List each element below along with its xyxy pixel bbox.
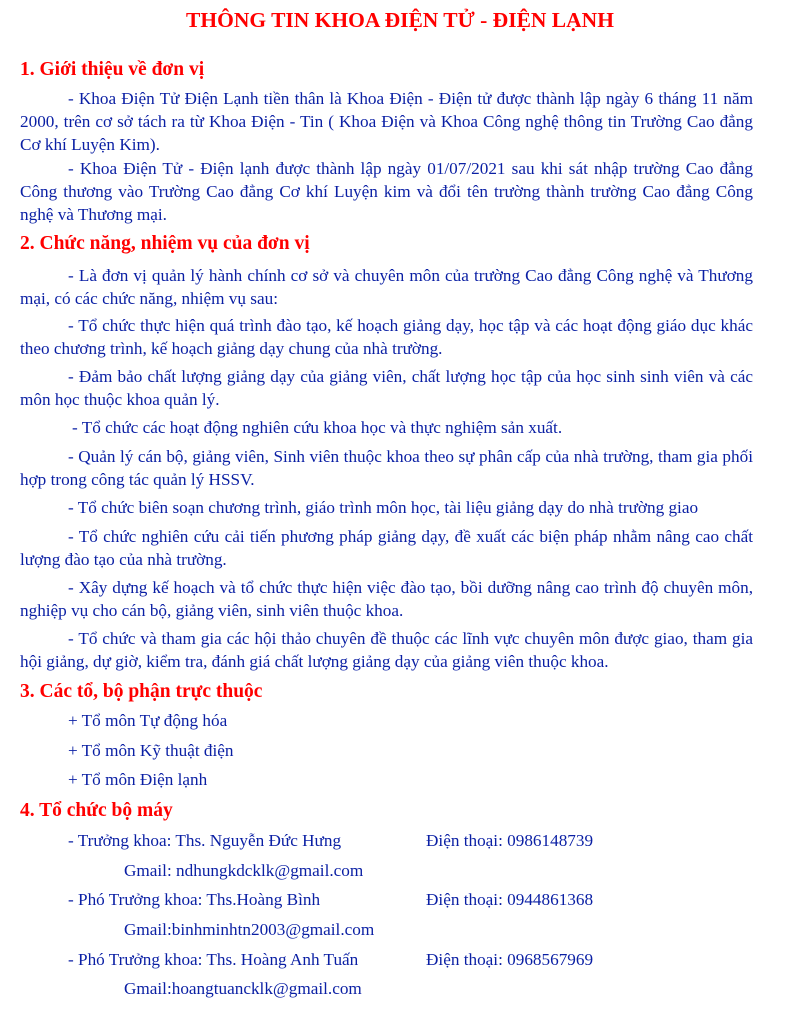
section-heading-departments: 3. Các tổ, bộ phận trực thuộc	[20, 681, 263, 702]
staff-email: Gmail: ndhungkdcklk@gmail.com	[124, 861, 364, 880]
paragraph: - Đảm bảo chất lượng giảng dạy của giảng viên, chất lượng học tập của học sinh sinh viên và các môn học thuộc khoa quản lý.	[20, 367, 753, 409]
section-heading-functions: 2. Chức năng, nhiệm vụ của đơn vị	[20, 233, 310, 254]
page-title: THÔNG TIN KHOA ĐIỆN TỬ - ĐIỆN LẠNH	[186, 8, 614, 32]
paragraph: - Quản lý cán bộ, giảng viên, Sinh viên thuộc khoa theo sự phân cấp của nhà trường, tham gia phối hợp trong công tác quản lý HSSV.	[20, 447, 753, 489]
staff-phone: Điện thoại: 0986148739	[426, 831, 594, 850]
paragraph: - Xây dựng kế hoạch và tổ chức thực hiện việc đào tạo, bồi dưỡng nâng cao trình độ chuyên môn, nghiệp vụ cho cán bộ, giảng viên, sinh viên thuộc khoa.	[20, 578, 753, 620]
list-item: + Tổ môn Kỹ thuật điện	[68, 741, 234, 760]
staff-phone: Điện thoại: 0944861368	[426, 890, 594, 909]
paragraph: - Tổ chức nghiên cứu cải tiến phương pháp giảng dạy, đề xuất các biện pháp nhằm nâng cao chất lượng đào tạo của nhà trường.	[20, 527, 753, 569]
list-item: + Tổ môn Điện lạnh	[68, 770, 208, 789]
section-heading-organization: 4. Tổ chức bộ máy	[20, 800, 173, 821]
paragraph: - Tổ chức biên soạn chương trình, giáo trình môn học, tài liệu giảng dạy do nhà trường giao	[68, 498, 699, 517]
staff-email: Gmail:binhminhtn2003@gmail.com	[124, 920, 375, 939]
paragraph: - Khoa Điện Tử Điện Lạnh tiền thân là Khoa Điện - Điện tử được thành lập ngày 6 tháng 11 năm 2000, trên cơ sở tách ra từ Khoa Điện - Tin ( Khoa Điện và Khoa Công nghệ thông tin Trường Cao đẳng Cơ khí Luyện Kim).	[20, 89, 753, 154]
staff-phone: Điện thoại: 0968567969	[426, 950, 594, 969]
paragraph: - Tổ chức các hoạt động nghiên cứu khoa học và thực nghiệm sản xuất.	[72, 418, 563, 437]
staff-role: - Phó Trưởng khoa: Ths.Hoàng Bình	[68, 890, 321, 909]
staff-role: - Phó Trưởng khoa: Ths. Hoàng Anh Tuấn	[68, 950, 359, 969]
staff-email: Gmail:hoangtuancklk@gmail.com	[124, 979, 362, 998]
paragraph: - Khoa Điện Tử - Điện lạnh được thành lập ngày 01/07/2021 sau khi sát nhập trường Cao đẳng Công thương vào Trường Cao đẳng Cơ khí Luyện kim và đổi tên trường thành trường Cao đẳng Công nghệ và Thương mại.	[20, 159, 753, 224]
paragraph: - Tổ chức và tham gia các hội thảo chuyên đề thuộc các lĩnh vực chuyên môn được giao, tham gia hội giảng, dự giờ, kiểm tra, đánh giá chất lượng giảng dạy của giảng viên thuộc khoa.	[20, 629, 753, 671]
paragraph: - Là đơn vị quản lý hành chính cơ sở và chuyên môn của trường Cao đẳng Công nghệ và Thương mại, có các chức năng, nhiệm vụ sau:	[20, 266, 753, 308]
list-item: + Tổ môn Tự động hóa	[68, 711, 228, 730]
staff-role: - Trưởng khoa: Ths. Nguyễn Đức Hưng	[68, 831, 342, 850]
section-heading-introduction: 1. Giới thiệu về đơn vị	[20, 59, 205, 80]
paragraph: - Tổ chức thực hiện quá trình đào tạo, kế hoạch giảng dạy, học tập và các hoạt động giáo dục khác theo chương trình, kế hoạch giảng dạy chung của nhà trường.	[20, 316, 753, 358]
